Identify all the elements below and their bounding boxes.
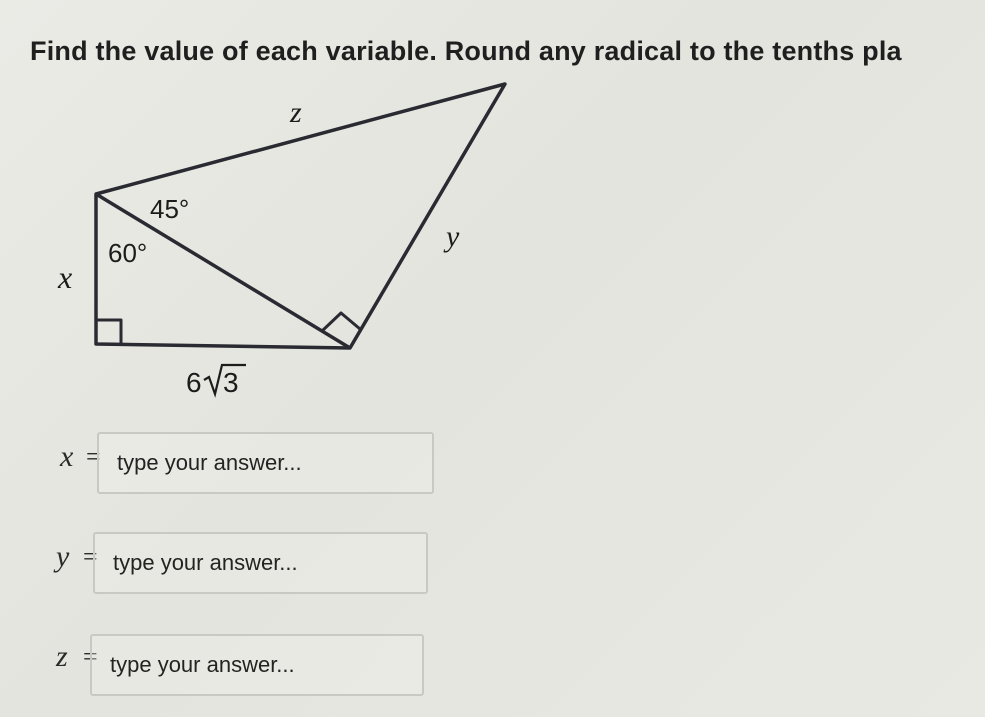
base-length-label bbox=[186, 365, 246, 398]
answer-label-z: z bbox=[56, 640, 68, 673]
equals-sign-x: = bbox=[86, 442, 101, 471]
answer-box-z bbox=[90, 634, 424, 696]
diagonal-hypotenuse bbox=[96, 194, 350, 348]
angle-45-label: 45° bbox=[150, 194, 190, 224]
answer-label-x: x bbox=[60, 440, 74, 473]
equals-sign-y: = bbox=[83, 542, 98, 571]
right-angle-marker-left bbox=[96, 320, 121, 344]
answer-input-y[interactable] bbox=[95, 534, 426, 592]
base-radicand: 3 bbox=[223, 367, 239, 398]
answer-input-x[interactable] bbox=[99, 434, 432, 492]
label-y: y bbox=[446, 220, 460, 253]
answer-box-x bbox=[97, 432, 434, 494]
answer-input-z[interactable] bbox=[92, 636, 422, 694]
question-text: Find the value of each variable. Round any radical to the tenths pla bbox=[30, 36, 902, 66]
answer-box-y bbox=[93, 532, 428, 594]
label-x: x bbox=[58, 259, 73, 295]
label-z: z bbox=[290, 96, 302, 129]
right-angle-marker-right bbox=[322, 313, 360, 331]
angle-60-label: 60° bbox=[108, 238, 148, 268]
answer-label-y: y bbox=[56, 540, 70, 573]
base-coefficient: 6 bbox=[186, 367, 202, 398]
equals-sign-z: = bbox=[83, 642, 98, 671]
